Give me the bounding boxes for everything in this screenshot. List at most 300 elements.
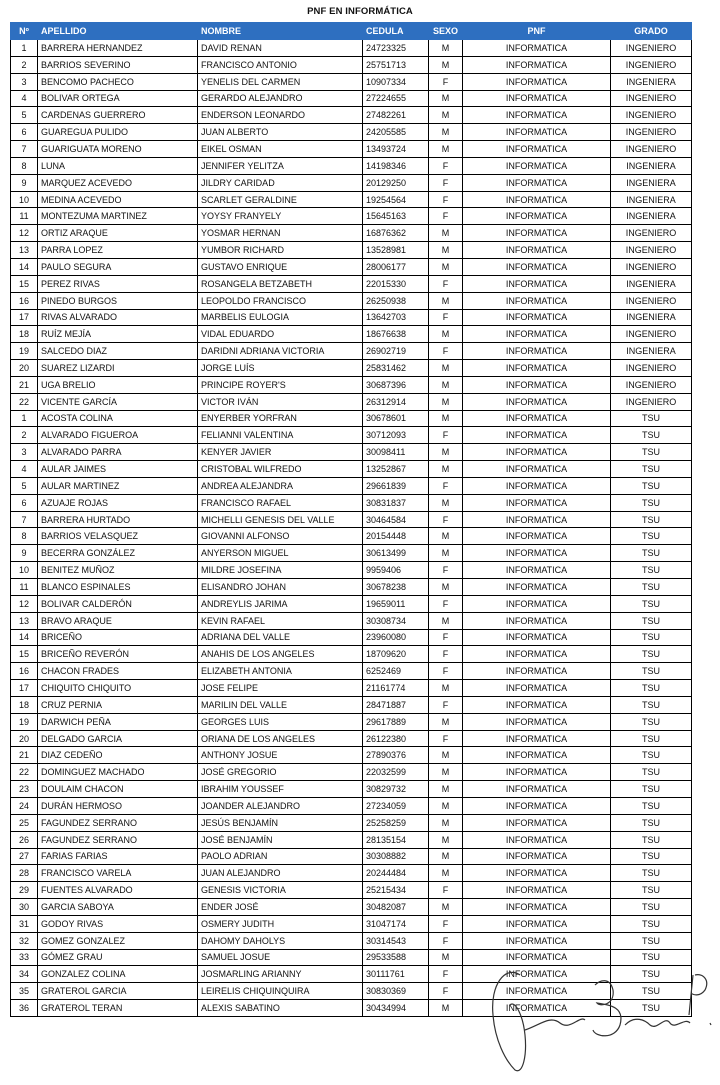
cell-sexo: F	[429, 174, 463, 191]
cell-grado: TSU	[611, 814, 692, 831]
table-row	[11, 360, 692, 377]
column-header-grado: GRADO	[611, 23, 692, 40]
table-row	[11, 730, 692, 747]
cell-cedula: 6252469	[363, 663, 429, 680]
cell-cedula: 26250938	[363, 292, 429, 309]
cell-sexo: M	[429, 579, 463, 596]
cell-apellido: GRATEROL GARCIA	[38, 983, 198, 1000]
cell-pnf: INFORMATICA	[463, 225, 611, 242]
cell-nombre: JESÚS BENJAMÍN	[198, 814, 363, 831]
cell-pnf: INFORMATICA	[463, 730, 611, 747]
cell-pnf: INFORMATICA	[463, 713, 611, 730]
cell-apellido: MEDINA ACEVEDO	[38, 191, 198, 208]
cell-pnf: INFORMATICA	[463, 579, 611, 596]
table-row	[11, 713, 692, 730]
cell-pnf: INFORMATICA	[463, 258, 611, 275]
cell-sexo: M	[429, 1000, 463, 1017]
cell-apellido: BECERRA GONZÁLEZ	[38, 545, 198, 562]
cell-numero: 8	[11, 157, 38, 174]
column-header-cedula: CEDULA	[363, 23, 429, 40]
cell-pnf: INFORMATICA	[463, 56, 611, 73]
cell-sexo: F	[429, 882, 463, 899]
students-table	[10, 22, 692, 1017]
cell-grado: TSU	[611, 915, 692, 932]
cell-numero: 9	[11, 174, 38, 191]
cell-grado: INGENIERA	[611, 174, 692, 191]
table-row	[11, 781, 692, 798]
cell-sexo: F	[429, 427, 463, 444]
cell-nombre: LEIRELIS CHIQUINQUIRA	[198, 983, 363, 1000]
cell-sexo: M	[429, 781, 463, 798]
cell-sexo: F	[429, 343, 463, 360]
cell-cedula: 13252867	[363, 461, 429, 478]
cell-apellido: DOULAIM CHACON	[38, 781, 198, 798]
cell-numero: 18	[11, 696, 38, 713]
cell-numero: 21	[11, 747, 38, 764]
cell-grado: TSU	[611, 747, 692, 764]
cell-apellido: AZUAJE ROJAS	[38, 494, 198, 511]
table-row	[11, 191, 692, 208]
cell-sexo: F	[429, 157, 463, 174]
cell-sexo: M	[429, 612, 463, 629]
cell-nombre: YENELIS DEL CARMEN	[198, 73, 363, 90]
cell-apellido: BARRIOS SEVERINO	[38, 56, 198, 73]
cell-apellido: FAGUNDEZ SERRANO	[38, 814, 198, 831]
table-row	[11, 915, 692, 932]
table-row	[11, 326, 692, 343]
cell-nombre: ELIZABETH ANTONIA	[198, 663, 363, 680]
cell-nombre: JUAN ALEJANDRO	[198, 865, 363, 882]
cell-sexo: M	[429, 410, 463, 427]
cell-pnf: INFORMATICA	[463, 208, 611, 225]
cell-apellido: CRUZ PERNIA	[38, 696, 198, 713]
table-row	[11, 882, 692, 899]
cell-grado: TSU	[611, 899, 692, 916]
cell-numero: 5	[11, 107, 38, 124]
cell-numero: 20	[11, 360, 38, 377]
cell-nombre: YUMBOR RICHARD	[198, 242, 363, 259]
cell-pnf: INFORMATICA	[463, 393, 611, 410]
cell-apellido: GUARIGUATA MORENO	[38, 141, 198, 158]
cell-cedula: 30308734	[363, 612, 429, 629]
column-header-sexo: SEXO	[429, 23, 463, 40]
cell-cedula: 31047174	[363, 915, 429, 932]
cell-pnf: INFORMATICA	[463, 595, 611, 612]
cell-numero: 14	[11, 629, 38, 646]
cell-grado: INGENIERA	[611, 343, 692, 360]
cell-apellido: CHIQUITO CHIQUITO	[38, 680, 198, 697]
cell-sexo: M	[429, 865, 463, 882]
cell-nombre: JUAN ALBERTO	[198, 124, 363, 141]
cell-sexo: F	[429, 696, 463, 713]
cell-numero: 14	[11, 258, 38, 275]
cell-pnf: INFORMATICA	[463, 629, 611, 646]
cell-grado: INGENIERO	[611, 258, 692, 275]
cell-numero: 23	[11, 781, 38, 798]
cell-sexo: M	[429, 326, 463, 343]
table-row	[11, 595, 692, 612]
cell-apellido: BOLIVAR ORTEGA	[38, 90, 198, 107]
cell-nombre: ADRIANA DEL VALLE	[198, 629, 363, 646]
cell-pnf: INFORMATICA	[463, 545, 611, 562]
cell-apellido: FUENTES ALVARADO	[38, 882, 198, 899]
cell-grado: TSU	[611, 848, 692, 865]
table-row	[11, 545, 692, 562]
cell-pnf: INFORMATICA	[463, 124, 611, 141]
cell-sexo: F	[429, 275, 463, 292]
cell-grado: TSU	[611, 528, 692, 545]
cell-numero: 32	[11, 932, 38, 949]
table-row	[11, 629, 692, 646]
table-row	[11, 579, 692, 596]
cell-grado: TSU	[611, 629, 692, 646]
cell-pnf: INFORMATICA	[463, 646, 611, 663]
table-row	[11, 309, 692, 326]
cell-pnf: INFORMATICA	[463, 444, 611, 461]
table-row	[11, 90, 692, 107]
cell-cedula: 23960080	[363, 629, 429, 646]
cell-pnf: INFORMATICA	[463, 865, 611, 882]
cell-grado: INGENIERA	[611, 73, 692, 90]
cell-pnf: INFORMATICA	[463, 461, 611, 478]
cell-numero: 3	[11, 73, 38, 90]
cell-grado: INGENIERO	[611, 56, 692, 73]
cell-cedula: 30434994	[363, 1000, 429, 1017]
cell-nombre: DAVID RENAN	[198, 40, 363, 57]
cell-cedula: 19254564	[363, 191, 429, 208]
cell-pnf: INFORMATICA	[463, 814, 611, 831]
cell-cedula: 13493724	[363, 141, 429, 158]
cell-apellido: ACOSTA COLINA	[38, 410, 198, 427]
cell-cedula: 24205585	[363, 124, 429, 141]
cell-cedula: 27890376	[363, 747, 429, 764]
table-row	[11, 764, 692, 781]
cell-sexo: F	[429, 477, 463, 494]
cell-pnf: INFORMATICA	[463, 983, 611, 1000]
cell-cedula: 30314543	[363, 932, 429, 949]
table-row	[11, 157, 692, 174]
cell-apellido: RUÍZ MEJÍA	[38, 326, 198, 343]
cell-grado: TSU	[611, 427, 692, 444]
cell-cedula: 10907334	[363, 73, 429, 90]
table-row	[11, 848, 692, 865]
cell-apellido: BRAVO ARAQUE	[38, 612, 198, 629]
cell-nombre: YOYSY FRANYELY	[198, 208, 363, 225]
cell-numero: 24	[11, 797, 38, 814]
table-row	[11, 983, 692, 1000]
cell-nombre: GEORGES LUIS	[198, 713, 363, 730]
cell-cedula: 30687396	[363, 376, 429, 393]
table-row	[11, 461, 692, 478]
cell-cedula: 30830369	[363, 983, 429, 1000]
table-row	[11, 966, 692, 983]
cell-pnf: INFORMATICA	[463, 427, 611, 444]
cell-nombre: GENESIS VICTORIA	[198, 882, 363, 899]
cell-nombre: EIKEL OSMAN	[198, 141, 363, 158]
cell-sexo: M	[429, 360, 463, 377]
table-row	[11, 831, 692, 848]
cell-pnf: INFORMATICA	[463, 663, 611, 680]
cell-cedula: 30464584	[363, 511, 429, 528]
cell-cedula: 20244484	[363, 865, 429, 882]
column-header-apellido: APELLIDO	[38, 23, 198, 40]
cell-pnf: INFORMATICA	[463, 292, 611, 309]
cell-apellido: FRANCISCO VARELA	[38, 865, 198, 882]
cell-apellido: CHACON FRADES	[38, 663, 198, 680]
table-row	[11, 107, 692, 124]
cell-nombre: MARILIN DEL VALLE	[198, 696, 363, 713]
table-row	[11, 747, 692, 764]
cell-grado: TSU	[611, 562, 692, 579]
table-row	[11, 141, 692, 158]
cell-cedula: 29661839	[363, 477, 429, 494]
table-row	[11, 410, 692, 427]
cell-pnf: INFORMATICA	[463, 376, 611, 393]
cell-pnf: INFORMATICA	[463, 90, 611, 107]
cell-pnf: INFORMATICA	[463, 528, 611, 545]
cell-apellido: BENCOMO PACHECO	[38, 73, 198, 90]
cell-nombre: ENDER JOSÉ	[198, 899, 363, 916]
cell-nombre: JOANDER ALEJANDRO	[198, 797, 363, 814]
table-row	[11, 663, 692, 680]
cell-sexo: M	[429, 90, 463, 107]
table-row	[11, 680, 692, 697]
column-header-numero: Nº	[11, 23, 38, 40]
cell-cedula: 30678601	[363, 410, 429, 427]
cell-sexo: M	[429, 461, 463, 478]
cell-nombre: ALEXIS SABATINO	[198, 1000, 363, 1017]
cell-grado: TSU	[611, 730, 692, 747]
cell-numero: 21	[11, 376, 38, 393]
cell-grado: TSU	[611, 764, 692, 781]
cell-cedula: 30482087	[363, 899, 429, 916]
cell-cedula: 28006177	[363, 258, 429, 275]
cell-sexo: M	[429, 292, 463, 309]
cell-apellido: AULAR MARTINEZ	[38, 477, 198, 494]
cell-grado: TSU	[611, 646, 692, 663]
cell-sexo: F	[429, 208, 463, 225]
cell-apellido: PINEDO BURGOS	[38, 292, 198, 309]
cell-numero: 2	[11, 427, 38, 444]
cell-nombre: PRINCIPE ROYER'S	[198, 376, 363, 393]
cell-sexo: F	[429, 915, 463, 932]
cell-numero: 1	[11, 410, 38, 427]
cell-grado: TSU	[611, 781, 692, 798]
table-row	[11, 562, 692, 579]
cell-nombre: ANDREYLIS JARIMA	[198, 595, 363, 612]
cell-sexo: M	[429, 949, 463, 966]
cell-cedula: 16876362	[363, 225, 429, 242]
cell-cedula: 30111761	[363, 966, 429, 983]
cell-grado: TSU	[611, 696, 692, 713]
table-row	[11, 40, 692, 57]
cell-apellido: LUNA	[38, 157, 198, 174]
cell-sexo: F	[429, 932, 463, 949]
cell-cedula: 14198346	[363, 157, 429, 174]
cell-sexo: F	[429, 730, 463, 747]
cell-pnf: INFORMATICA	[463, 882, 611, 899]
cell-grado: INGENIERA	[611, 191, 692, 208]
cell-nombre: JOSÉ GREGORIO	[198, 764, 363, 781]
cell-grado: TSU	[611, 579, 692, 596]
cell-nombre: ANYERSON MIGUEL	[198, 545, 363, 562]
cell-grado: TSU	[611, 680, 692, 697]
cell-pnf: INFORMATICA	[463, 932, 611, 949]
cell-pnf: INFORMATICA	[463, 343, 611, 360]
cell-numero: 9	[11, 545, 38, 562]
cell-numero: 10	[11, 191, 38, 208]
table-row	[11, 797, 692, 814]
cell-nombre: MICHELLI GENESIS DEL VALLE	[198, 511, 363, 528]
cell-pnf: INFORMATICA	[463, 1000, 611, 1017]
cell-sexo: M	[429, 528, 463, 545]
cell-cedula: 25831462	[363, 360, 429, 377]
cell-nombre: SAMUEL JOSUE	[198, 949, 363, 966]
cell-cedula: 30712093	[363, 427, 429, 444]
cell-nombre: KEVIN RAFAEL	[198, 612, 363, 629]
cell-apellido: CARDENAS GUERRERO	[38, 107, 198, 124]
cell-apellido: BARRIOS VELASQUEZ	[38, 528, 198, 545]
cell-numero: 17	[11, 309, 38, 326]
cell-apellido: DURÁN HERMOSO	[38, 797, 198, 814]
cell-pnf: INFORMATICA	[463, 107, 611, 124]
cell-apellido: PAULO SEGURA	[38, 258, 198, 275]
cell-cedula: 26902719	[363, 343, 429, 360]
cell-sexo: M	[429, 764, 463, 781]
cell-numero: 15	[11, 646, 38, 663]
cell-grado: INGENIERA	[611, 157, 692, 174]
cell-nombre: ORIANA DE LOS ANGELES	[198, 730, 363, 747]
cell-grado: TSU	[611, 545, 692, 562]
cell-sexo: F	[429, 73, 463, 90]
cell-apellido: RIVAS ALVARADO	[38, 309, 198, 326]
cell-numero: 6	[11, 494, 38, 511]
cell-sexo: F	[429, 562, 463, 579]
cell-nombre: FRANCISCO ANTONIO	[198, 56, 363, 73]
cell-grado: INGENIERO	[611, 292, 692, 309]
cell-numero: 1	[11, 40, 38, 57]
cell-sexo: M	[429, 494, 463, 511]
cell-nombre: ENYERBER YORFRAN	[198, 410, 363, 427]
cell-pnf: INFORMATICA	[463, 191, 611, 208]
cell-pnf: INFORMATICA	[463, 141, 611, 158]
cell-sexo: M	[429, 831, 463, 848]
cell-numero: 25	[11, 814, 38, 831]
cell-pnf: INFORMATICA	[463, 949, 611, 966]
cell-numero: 5	[11, 477, 38, 494]
cell-grado: INGENIERO	[611, 107, 692, 124]
cell-sexo: M	[429, 680, 463, 697]
table-row	[11, 528, 692, 545]
cell-numero: 19	[11, 343, 38, 360]
cell-grado: INGENIERO	[611, 242, 692, 259]
cell-apellido: VICENTE GARCÍA	[38, 393, 198, 410]
cell-nombre: ROSANGELA BETZABETH	[198, 275, 363, 292]
cell-pnf: INFORMATICA	[463, 494, 611, 511]
cell-cedula: 30678238	[363, 579, 429, 596]
table-row	[11, 477, 692, 494]
cell-pnf: INFORMATICA	[463, 848, 611, 865]
cell-sexo: M	[429, 848, 463, 865]
cell-nombre: GUSTAVO ENRIQUE	[198, 258, 363, 275]
cell-grado: INGENIERA	[611, 275, 692, 292]
table-row	[11, 393, 692, 410]
cell-sexo: M	[429, 56, 463, 73]
cell-apellido: DARWICH PEÑA	[38, 713, 198, 730]
cell-nombre: IBRAHIM YOUSSEF	[198, 781, 363, 798]
table-row	[11, 646, 692, 663]
cell-apellido: GUAREGUA PULIDO	[38, 124, 198, 141]
cell-apellido: ORTIZ ARAQUE	[38, 225, 198, 242]
cell-sexo: M	[429, 258, 463, 275]
table-header-row	[11, 23, 692, 40]
cell-pnf: INFORMATICA	[463, 157, 611, 174]
cell-grado: TSU	[611, 444, 692, 461]
cell-nombre: FELIANNI VALENTINA	[198, 427, 363, 444]
cell-nombre: OSMERY JUDITH	[198, 915, 363, 932]
cell-grado: TSU	[611, 713, 692, 730]
cell-numero: 33	[11, 949, 38, 966]
cell-apellido: FAGUNDEZ SERRANO	[38, 831, 198, 848]
cell-grado: INGENIERA	[611, 208, 692, 225]
cell-cedula: 25215434	[363, 882, 429, 899]
cell-grado: TSU	[611, 966, 692, 983]
cell-grado: TSU	[611, 511, 692, 528]
cell-apellido: BRICEÑO REVERÓN	[38, 646, 198, 663]
cell-nombre: VICTOR IVÁN	[198, 393, 363, 410]
cell-numero: 17	[11, 680, 38, 697]
table-row	[11, 696, 692, 713]
cell-nombre: GERARDO ALEJANDRO	[198, 90, 363, 107]
cell-pnf: INFORMATICA	[463, 562, 611, 579]
cell-apellido: BARRERA HERNANDEZ	[38, 40, 198, 57]
cell-numero: 27	[11, 848, 38, 865]
cell-pnf: INFORMATICA	[463, 966, 611, 983]
cell-numero: 13	[11, 242, 38, 259]
cell-apellido: PARRA LOPEZ	[38, 242, 198, 259]
cell-pnf: INFORMATICA	[463, 915, 611, 932]
cell-apellido: DIAZ CEDEÑO	[38, 747, 198, 764]
cell-apellido: DOMINGUEZ MACHADO	[38, 764, 198, 781]
cell-cedula: 25258259	[363, 814, 429, 831]
cell-sexo: F	[429, 629, 463, 646]
cell-apellido: UGA BRELIO	[38, 376, 198, 393]
table-row	[11, 899, 692, 916]
cell-sexo: F	[429, 595, 463, 612]
cell-cedula: 27482261	[363, 107, 429, 124]
cell-apellido: ALVARADO PARRA	[38, 444, 198, 461]
cell-grado: INGENIERO	[611, 40, 692, 57]
cell-numero: 11	[11, 208, 38, 225]
table-row	[11, 275, 692, 292]
cell-numero: 19	[11, 713, 38, 730]
cell-pnf: INFORMATICA	[463, 40, 611, 57]
cell-grado: INGENIERO	[611, 124, 692, 141]
cell-grado: TSU	[611, 494, 692, 511]
cell-numero: 10	[11, 562, 38, 579]
cell-nombre: ENDERSON LEONARDO	[198, 107, 363, 124]
cell-cedula: 26312914	[363, 393, 429, 410]
table-row	[11, 174, 692, 191]
cell-grado: TSU	[611, 461, 692, 478]
table-row	[11, 258, 692, 275]
cell-numero: 4	[11, 90, 38, 107]
table-row	[11, 494, 692, 511]
cell-numero: 8	[11, 528, 38, 545]
cell-numero: 16	[11, 292, 38, 309]
cell-numero: 35	[11, 983, 38, 1000]
cell-sexo: M	[429, 444, 463, 461]
